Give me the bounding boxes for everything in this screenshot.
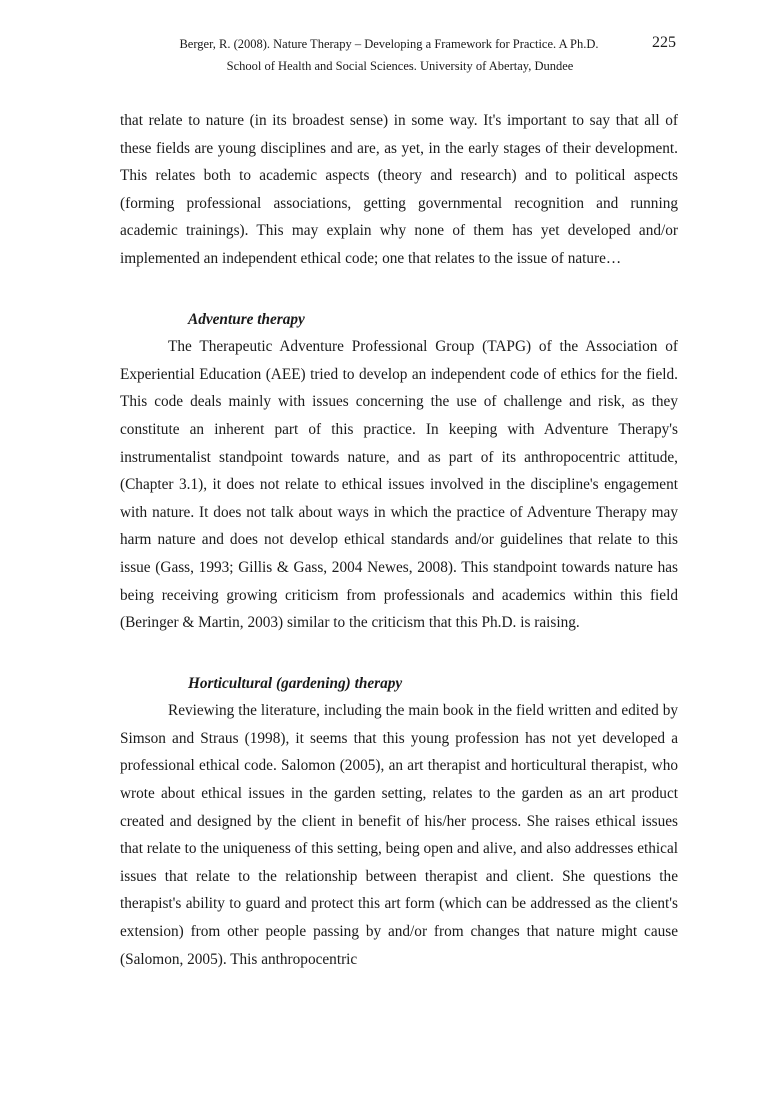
header-citation: Berger, R. (2008). Nature Therapy – Developing a Framework for Practice. A Ph.D.: [179, 37, 599, 51]
body-text: [120, 107, 678, 973]
page-number: 225: [652, 34, 676, 51]
section-heading-adventure-therapy: Adventure therapy: [188, 310, 305, 328]
header-institution: School of Health and Social Sciences. University of Abertay, Dundee: [226, 59, 574, 73]
adventure-therapy-paragraph: The Therapeutic Adventure Professional Group (TAPG) of the Association of Experiential Education (AEE) tried to develop an independent code of ethics for the field. This code deals mainly with issues concerning the use of challenge and risk, as they constitute an inherent part of this practice. In keeping with Adventure Therapy's instrumentalist standpoint towards nature, and as part of its anthropocentric attitude, (Chapter 3.1), it does not relate to ethical issues involved in the discipline's engagement with nature. It does not talk about ways in which the practice of Adventure Therapy may harm nature and does not develop ethical standards and/or guidelines that relate to this issue (Gass, 1993; Gillis & Gass, 2004 Newes, 2008). This standpoint towards nature has being receiving growing criticism from professionals and academics within this field (Beringer & Martin, 2003) similar to the criticism that this Ph.D. is raising.: [120, 338, 678, 632]
horticultural-therapy-paragraph: Reviewing the literature, including the main book in the field written and edited by Simson and Straus (1998), it seems that this young profession has not yet developed a professional ethical code. Salomon (2005), an art therapist and horticultural therapist, who wrote about ethical issues in the garden setting, relates to the garden as an art product created and designed by the client in benefit of his/her process. She raises ethical issues that relate to the uniqueness of this setting, being open and alive, and also addresses ethical issues that relate to the relationship between therapist and client. She questions the therapist's ability to guard and protect this art form (which can be addressed as the client's extension) from other people passing by and/or from changes that nature might cause (Salomon, 2005). This anthropocentric: [120, 702, 678, 968]
section-heading-horticultural-therapy: Horticultural (gardening) therapy: [188, 674, 403, 692]
intro-paragraph: that relate to nature (in its broadest sense) in some way. It's important to say that all of these fields are young disciplines and are, as yet, in the early stages of their development. This relates both to academic aspects (theory and research) and to political aspects (forming professional associations, getting governmental recognition and running academic trainings). This may explain why none of them has yet developed and/or implemented an independent ethical code; one that relates to the issue of nature…: [120, 112, 678, 267]
running-header: [0, 33, 760, 77]
